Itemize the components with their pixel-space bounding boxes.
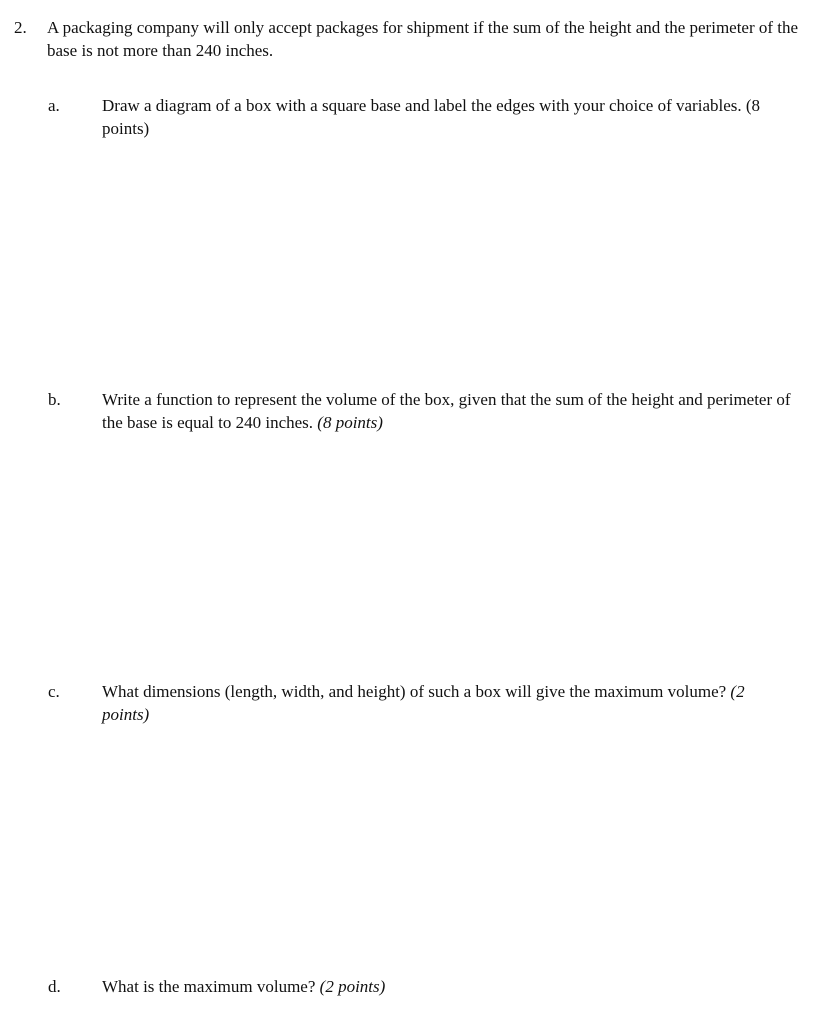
part-d-label: d. [48, 977, 61, 996]
part-c-prompt [102, 680, 792, 726]
part-c-label: c. [48, 682, 60, 701]
question-number: 2. [14, 18, 27, 37]
part-c-points: (2 points) [102, 682, 745, 724]
part-b-prompt [102, 388, 792, 434]
part-b-label: b. [48, 390, 61, 409]
part-a-prompt [102, 94, 792, 140]
part-d-text: What is the maximum volume? [102, 977, 316, 996]
part-b-points: (8 points) [317, 413, 383, 432]
part-b-text: Write a function to represent the volume of the box, given that the sum of the height and perimeter of the base is equal to 240 inches. [102, 390, 791, 432]
part-d-prompt [102, 975, 792, 998]
part-a-text: Draw a diagram of a box with a square base and label the edges with your choice of variables. [102, 96, 742, 115]
part-a-points: (8 points) [102, 96, 761, 138]
part-d-points: (2 points) [319, 977, 386, 996]
part-a-label: a. [48, 96, 60, 115]
part-c-text: What dimensions (length, width, and height) of such a box will give the maximum volume? [102, 682, 727, 701]
question-prompt: A packaging company will only accept packages for shipment if the sum of the height and the perimeter of the base is not more than 240 inches. [47, 18, 799, 60]
